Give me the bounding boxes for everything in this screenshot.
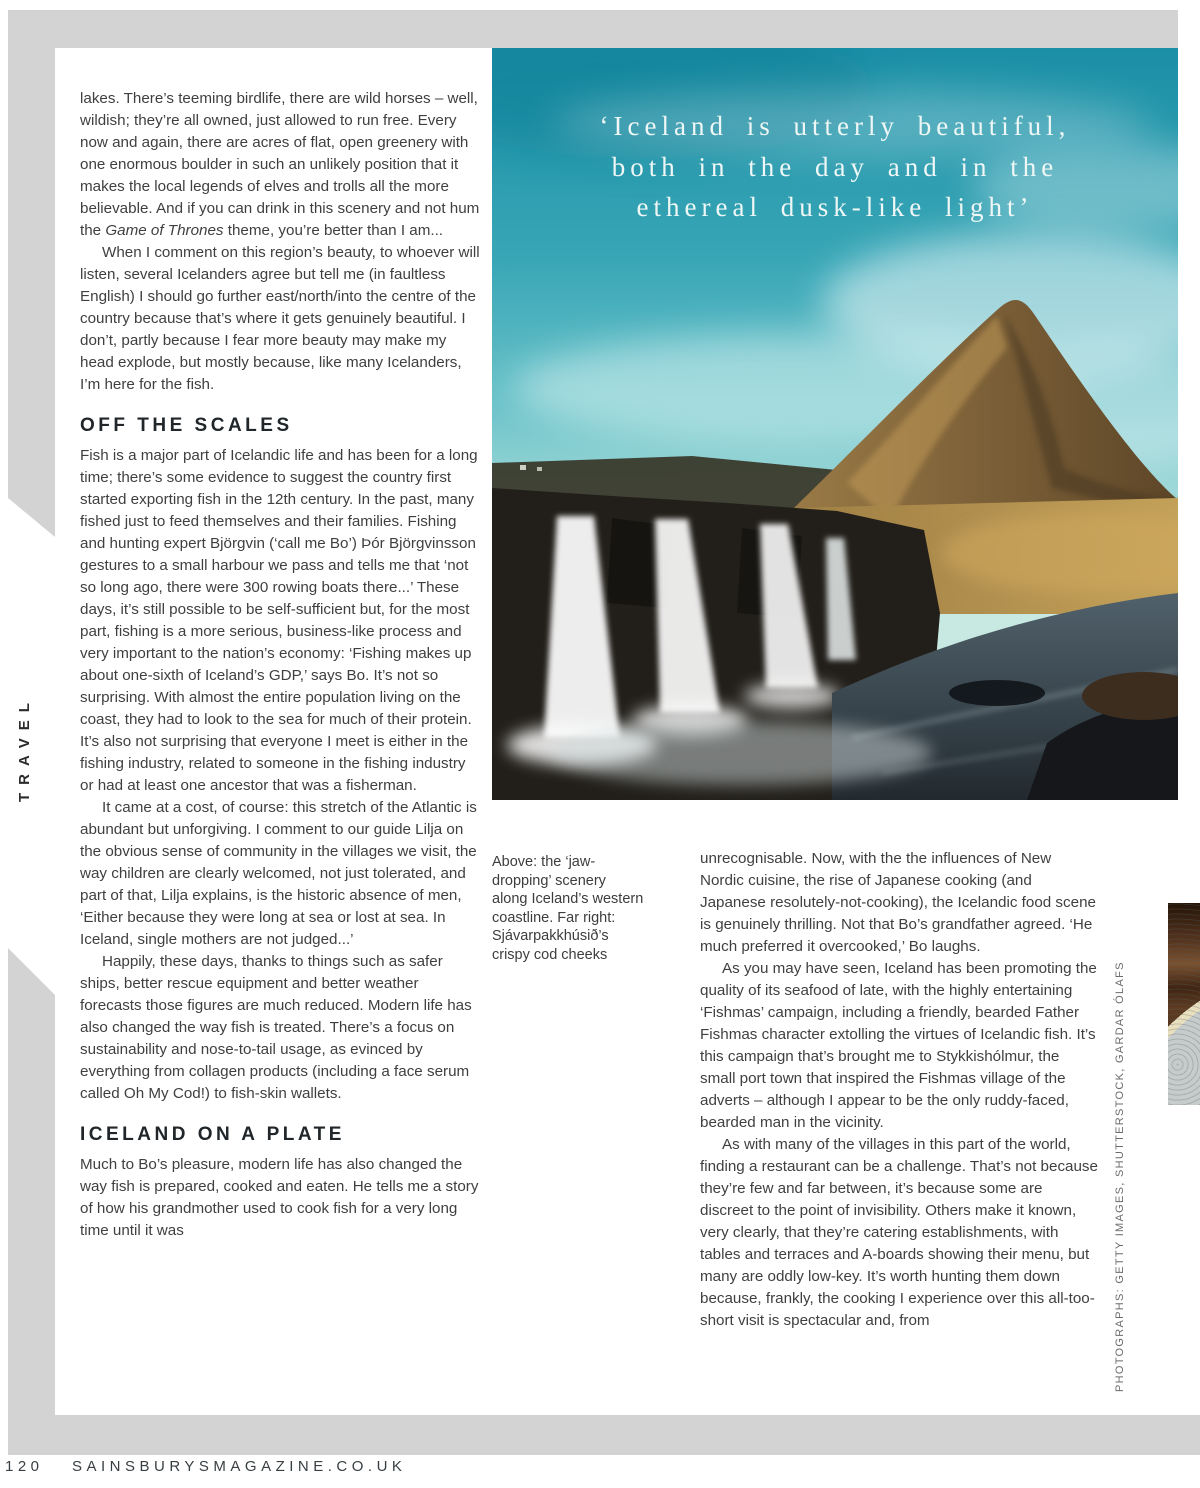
article-column-right xyxy=(700,848,1098,1332)
food-photo-partial xyxy=(1168,903,1200,1105)
body-paragraph xyxy=(80,88,482,242)
frame-band-left-upper xyxy=(8,10,55,537)
body-paragraph xyxy=(80,445,482,797)
text-segment: As with many of the villages in this part of the world, finding a restaurant can be a challenge. That’s not because they’re few and far between, it’s because some are discreet to the point of invisibility. Others make it known, very clearly, that they’re catering establishments, with tables and terraces and A-boards showing their menu, but many are oddly low-key. It’s worth hunting them down because, frankly, the cooking I experience over this all-too-short visit is spectacular and, from xyxy=(700,1136,1098,1329)
text-segment: unrecognisable. Now, with the the influences of New Nordic cuisine, the rise of Japanese cooking (and Japanese resolutely-not-cooking), the Icelandic food scene is genuinely thrilling. Not that Bo’s grandfather agreed. ‘He much preferred it overcooked,’ Bo laughs. xyxy=(700,850,1096,955)
pull-quote-line: both in the day and in the xyxy=(611,151,1059,182)
body-paragraph xyxy=(80,1154,482,1242)
pull-quote-line: ethereal dusk-like light’ xyxy=(636,192,1034,222)
photo-credit: PHOTOGRAPHS: GETTY IMAGES, SHUTTERSTOCK, GARDAR ÓLAFS xyxy=(1114,961,1126,1392)
frame-band-left-lower xyxy=(8,948,55,1455)
frame-band-top xyxy=(8,10,1178,48)
text-segment: As you may have seen, Iceland has been promoting the quality of its seafood of late, with the highly entertaining ‘Fishmas’ campaign, including a friendly, bearded Father Fishmas character extolling the virtues of Icelandic fish. It’s this campaign that’s brought me to Stykkishólmur, the small port town that inspired the Fishmas village of the adverts – although I appear to be the only ruddy-faced, bearded man in the vicinity. xyxy=(700,960,1097,1131)
body-paragraph xyxy=(700,958,1098,1134)
text-segment: OFF THE SCALES xyxy=(80,415,293,436)
page-number: 120 xyxy=(5,1458,44,1475)
pull-quote-line: ‘Iceland is utterly beautiful, xyxy=(599,111,1071,141)
text-segment: Fish is a major part of Icelandic life and has been for a long time; there’s some evidence to suggest the country first started exporting fish in the 12th century. In the past, many fished just to feed themselves and their families. Fishing and hunting expert Björgvin (‘call me Bo’) Þór Björgvinsson gestures to a small harbour we pass and tells me that ‘not so long ago, there were 300 rowing boats there...’ These days, it’s still possible to be self-sufficient but, for the most part, fishing is a more serious, business-like process and very important to the nation’s economy: ‘Fishing makes up about one-sixth of Iceland’s GDP,’ says Bo. It’s not so surprising. With almost the entire population living on the coast, they had to look to the sea for much of their protein. It’s also not surprising that everyone I meet is either in the fishing industry, related to someone in the fishing industry or had at least one ancestor that was a fisherman. xyxy=(80,447,478,794)
italic-text: Game of Thrones xyxy=(105,222,224,239)
text-segment: Happily, these days, thanks to things such as safer ships, better rescue equipment and better weather forecasts those figures are much reduced. Modern life has also changed the way fish is treated. There’s a focus on sustainability and nose-to-tail usage, as evinced by everything from collagen products (including a face serum called Oh My Cod!) to fish-skin wallets. xyxy=(80,953,472,1102)
magazine-url: SAINSBURYSMAGAZINE.CO.UK xyxy=(72,1458,407,1475)
article-column-left xyxy=(80,88,482,1242)
text-segment: ICELAND ON A PLATE xyxy=(80,1124,345,1145)
body-paragraph xyxy=(80,951,482,1105)
text-segment: It came at a cost, of course: this stretch of the Atlantic is abundant but unforgiving. I comment to our guide Lilja on the obvious sense of community in the villages we visit, the way children are clearly welcomed, not just tolerated, and part of that, Lilja explains, is the historic absence of men, ‘Either because they were long at sea or lost at sea. In Iceland, single mothers are not judged...’ xyxy=(80,799,477,948)
hero-photo-iceland xyxy=(492,48,1178,800)
pull-quote xyxy=(492,106,1178,228)
page-footer xyxy=(0,1458,1200,1488)
text-segment: lakes. There’s teeming birdlife, there are wild horses – well, wildish; they’re all owned, just allowed to run free. Every now and again, there are acres of flat, open greenery with one enormous boulder in such an unlikely position that it makes the local legends of elves and trolls all the more believable. And if you can drink in this scenery and not hum the xyxy=(80,90,480,239)
section-heading xyxy=(80,414,482,438)
section-label-travel: TRAVEL xyxy=(16,695,33,802)
body-paragraph xyxy=(80,797,482,951)
text-segment: When I comment on this region’s beauty, to whoever will listen, several Icelanders agree but tell me (in faultless English) I should go further east/north/into the centre of the country because that’s where it gets genuinely beautiful. I don’t, partly because I fear more beauty may make my head explode, but mostly because, like many Icelanders, I’m here for the fish. xyxy=(80,244,480,393)
frame-band-bottom xyxy=(8,1415,1200,1455)
body-paragraph xyxy=(700,848,1098,958)
section-heading xyxy=(80,1123,482,1147)
body-paragraph xyxy=(700,1134,1098,1332)
text-segment: theme, you’re better than I am... xyxy=(223,222,444,239)
text-segment: Much to Bo’s pleasure, modern life has also changed the way fish is prepared, cooked and eaten. He tells me a story of how his grandmother used to cook fish for a very long time until it was xyxy=(80,1156,479,1239)
body-paragraph xyxy=(80,242,482,396)
photo-caption: Above: the ‘jaw-dropping’ scenery along Iceland’s western coastline. Far right: Sjávarpakkhúsið’s crispy cod cheeks xyxy=(492,854,644,963)
